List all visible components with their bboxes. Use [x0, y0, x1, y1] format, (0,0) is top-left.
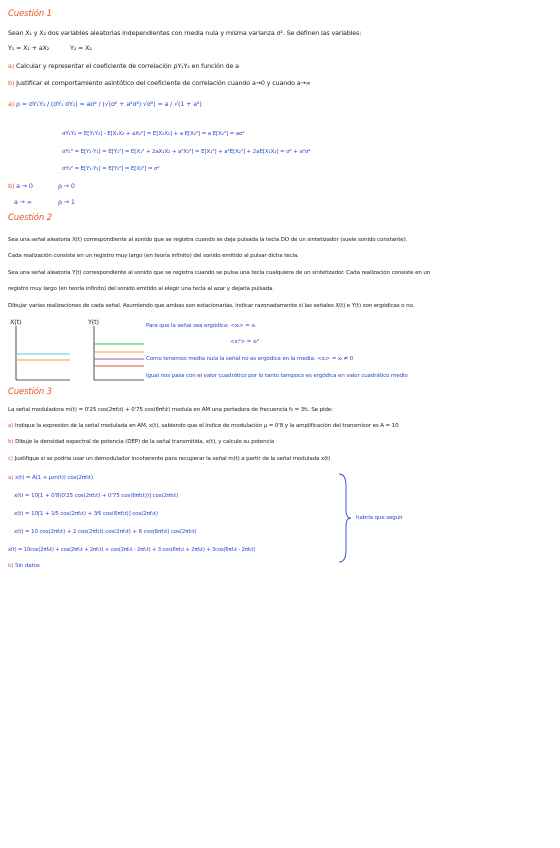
plot-y-label: Y(t)	[88, 318, 99, 326]
q3-sol-a-line3: x(t) = 10[1 + 1⁄5 cos(2πf₁t) + 3⁄5 cos(6πf₁t)] cos(2πf₀t)	[14, 511, 158, 517]
q3-heading: Cuestión 3	[8, 387, 52, 397]
plot-y-realizations	[86, 322, 146, 384]
q1-def-y2: Y₂ = X₂	[70, 44, 92, 52]
q1-def-y1: Y₁ = X₁ + aX₂	[8, 44, 50, 52]
q3-brace-note: habría que seguir	[356, 515, 403, 521]
q1-sol-b-1-left: a → 0	[16, 182, 33, 190]
q2-note-mean: Como tenemos media nula la señal no es ergódica en la media: <xᵢ> = xᵢ ≠ 0	[146, 356, 354, 362]
brace-icon	[336, 472, 354, 564]
q1-item-b-label: b)	[8, 79, 15, 87]
q2-note-ergodic-condition: Para que la señal sea ergódica: <xᵢ> = xᵢ	[146, 323, 256, 329]
q3-sol-a-line1: x(t) = A(1 + μm(t)) cos(2πf₀t)	[14, 475, 94, 481]
q2-para3: Dibujar varias realizaciones de cada señal. Asumiendo que ambas son estacionarias, indicar razonadamente si las señales X(t) e Y(t) son ergódicas o no.	[8, 303, 415, 309]
q3-item-b-text: Dibuje la densidad espectral de potencia (DEP) de la señal transmitida, x(t), y calcule su potencia	[15, 439, 275, 445]
q3-sol-a-label: a)	[8, 475, 14, 481]
plot-x-label: X(t)	[10, 318, 22, 326]
q3-sol-a-line2: x(t) = 10[1 + 0'8(0'25 cos(2πf₁t) + 0'75 cos(6πf₁t))] cos(2πf₀t)	[14, 493, 179, 499]
q1-item-a-text: Calcular y representar el coeficiente de correlación ρY₁Y₂ en función de a	[16, 62, 239, 70]
q2-para2-line1: Sea una señal aleatoria Y(t) correspondiente al sonido que se registra cuando se pulsa una tecla cualquiera de un sintetizador. Cada realización consiste en un	[8, 270, 431, 276]
q2-note-quadratic-condition: <xᵢ²> = xᵢ²	[230, 339, 260, 345]
q3-sol-a-line5: x(t) = 10cos(2πf₀t) + cos(2πf₀t + 2πf₁t) + cos(2πf₀t - 2πf₁t) + 3 cos(6πf₁t + 2πf₀t) + 3cos(6πf₁t - 2πf₀t)	[8, 547, 256, 553]
q2-note-quadratic: Igual nos pasa con el valor cuadrático por lo tanto tampoco es ergódica en valor cuadrático medio	[146, 373, 408, 379]
q1-sol-a-equation: ρ = σY₁Y₂ / (σY₁ σY₂) = aσ² / (√(σ² + a²σ²) √σ²) = a / √(1 + a²)	[16, 100, 202, 108]
q3-intro: La señal moduladora m(t) = 0'25 cos(2πf₁t) + 0'75 cos(6πf₁t) modula en AM una portadora de frecuencia f₀ = 3f₁. Se pide:	[8, 407, 333, 413]
q1-covariance-line: σY₁Y₂ = E[Y₁Y₂] - E[X₁X₂ + aX₂²] = E[X₁X₂] + a E[X₂²] = a E[X₂²] = aσ²	[62, 131, 245, 137]
q2-heading: Cuestión 2	[8, 213, 52, 223]
q1-intro: Sean X₁ y X₂ dos variables aleatorias independientes con media nula y misma varianza σ². Se definen las variables:	[8, 29, 362, 37]
plot-x-realizations	[8, 322, 72, 384]
q3-sol-a-line4: x(t) = 10 cos(2πf₀t) + 2 cos(2πf₁t) cos(2πf₀t) + 6 cos(6πf₁t) cos(2πf₀t)	[14, 529, 197, 535]
q3-item-b-label: b)	[8, 439, 14, 445]
q1-sol-b-1-right: ρ → 0	[58, 182, 75, 190]
q3-item-a-label: a)	[8, 423, 14, 429]
q1-variance-y1-line: σY₁² = E[Y₁·Y₁] = E[Y₁²] = E[X₁² + 2aX₁X₂ + a²X₂²] = E[X₁²] + a²E[X₂²] + 2aE[X₁X₂] = σ² + a²σ²	[62, 149, 311, 155]
q1-sol-b-2-left: a → ∞	[14, 198, 32, 206]
q2-para2-line2: registro muy largo (en teoría infinito) del sonido emitido al elegir una tecla al azar y dejarla pulsada.	[8, 286, 274, 292]
q3-item-c-text: Justifique si se podría usar un demodulador incoherente para recuperar la señal m(t) a partir de la señal modulada x(t)	[14, 456, 331, 462]
q3-sol-b-text: Sin datos	[15, 563, 40, 569]
q3-item-a-text: Indique la expresión de la señal modulada en AM, x(t), sabiendo que el índice de modulación μ = 0'8 y la amplificación del transmisor es A = 10	[14, 423, 399, 429]
q1-heading: Cuestión 1	[8, 9, 52, 19]
q3-item-c-label: c)	[8, 456, 13, 462]
q1-sol-b-label: b)	[8, 182, 15, 190]
q1-sol-b-2-right: ρ → 1	[58, 198, 75, 206]
q1-variance-y2-line: σY₂² = E[Y₂·Y₂] = E[Y₂²] = E[X₂²] = σ²	[62, 166, 160, 172]
q1-item-a-label: a)	[8, 62, 15, 70]
q1-item-b-text: Justificar el comportamiento asintótico del coeficiente de correlación cuando a→0 y cuando a→∞	[16, 79, 311, 87]
q2-para1-line1: Sea una señal aleatoria X(t) correspondiente al sonido que se registra cuando se deja pulsada la tecla DO de un sintetizador (suele sonido constante).	[8, 237, 408, 243]
q2-para1-line2: Cada realización consiste en un registro muy largo (en teoría infinito) del sonido emitido al pulsar dicha tecla.	[8, 253, 299, 259]
q3-sol-b-label: b)	[8, 563, 14, 569]
q1-sol-a-label: a)	[8, 100, 15, 108]
